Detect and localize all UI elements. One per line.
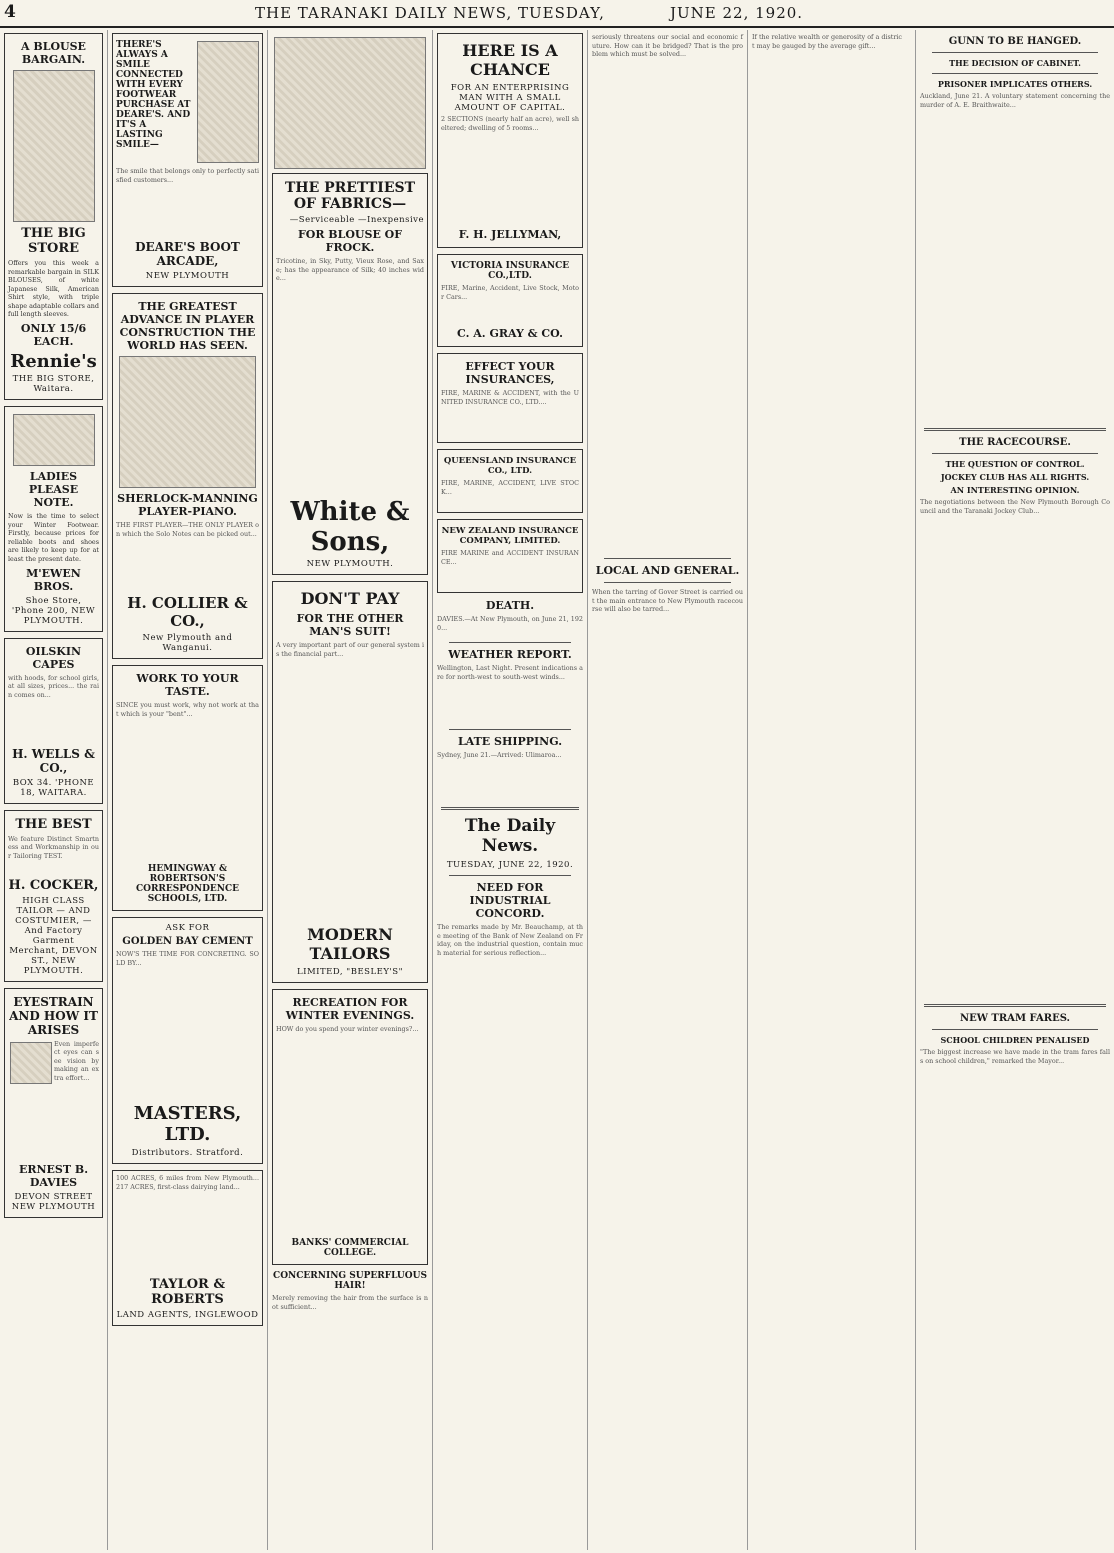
recreation-title: RECREATION FOR WINTER EVENINGS. — [285, 996, 415, 1022]
smile-text: THERE'S ALWAYS A SMILE CONNECTED WITH EVERY FOOTWEAR PURCHASE AT DEARE'S. AND IT'S A LASTING SMILE— — [116, 40, 191, 150]
modern-tailors-ad — [272, 581, 428, 983]
cocker-text: We feature Distinct Smartness and Workmanship in our Tailoring TEST. — [8, 834, 99, 860]
weather-text: Wellington, Last Night. Present indications are for north-west to south-west winds... — [437, 664, 583, 681]
deare-text: The smile that belongs only to perfectly satisfied customers... — [116, 167, 259, 184]
modern-sub: LIMITED, "BESLEY'S" — [296, 967, 404, 977]
eyestrain-title: EYESTRAIN AND HOW IT ARISES — [9, 994, 98, 1037]
white-sons-title: White & Sons, — [290, 497, 410, 557]
ask-label: ASK FOR — [165, 923, 210, 933]
blouse-ad — [4, 33, 103, 400]
hemingway-title: HEMINGWAY & ROBERTSON'S CORRESPONDENCE SCHOOLS, LTD. — [135, 864, 240, 904]
work-title: WORK TO YOUR TASTE. — [136, 672, 239, 698]
deare-ad — [112, 33, 263, 287]
blouse-price: ONLY 15/6 EACH. — [20, 322, 87, 349]
chance-title: HERE IS A CHANCE — [462, 41, 558, 79]
eyestrain-text: Even imperfect eyes can see vision by making an extra effort... — [54, 1039, 99, 1082]
blouse-illustration — [13, 70, 95, 222]
victoria-title: VICTORIA INSURANCE CO.,LTD. — [450, 261, 570, 281]
frock-title: FOR BLOUSE OF FROCK. — [297, 228, 403, 254]
chance-text: 2 SECTIONS (nearly half an acre), well sheltered; dwelling of 5 rooms... — [441, 115, 579, 132]
serviceable-sub: —Serviceable —Inexpensive — [289, 215, 424, 225]
cabinet-title: THE DECISION OF CABINET. — [949, 58, 1081, 68]
column-4 — [433, 30, 588, 1550]
column-5 — [588, 30, 748, 1550]
wells-text: with hoods, for school girls, at all sizes, prices... the rain comes on... — [8, 673, 99, 699]
issue-date: JUNE 22, 1920. — [670, 4, 804, 22]
concord-text: The remarks made by Mr. Beauchamp, at the meeting of the Bank of New Zealand on Friday, on the industrial question, contain much material for serious reflection... — [437, 923, 583, 957]
wells-title: H. WELLS & CO., — [12, 746, 95, 775]
racecourse-text: The negotiations between the New Plymouth Borough Council and the Taranaki Jockey Club... — [920, 498, 1110, 515]
piano-illustration — [119, 356, 256, 488]
banks-ad — [272, 989, 428, 1265]
davies-sub: DEVON STREET NEW PLYMOUTH — [11, 1191, 96, 1212]
correspondence-ad — [112, 665, 263, 911]
hair-title: CONCERNING SUPERFLUOUS HAIR! — [273, 1271, 427, 1291]
cement-stockists: NOW'S THE TIME FOR CONCRETING. SOLD BY... — [116, 950, 259, 967]
wells-sub: BOX 34. 'PHONE 18, WAITARA. — [12, 777, 95, 798]
rennies-sub: THE BIG STORE, Waitara. — [12, 374, 95, 395]
queensland-title: QUEENSLAND INSURANCE CO., LTD. — [443, 456, 577, 476]
column-6-text: If the relative wealth or generosity of a district may be gauged by the average gift... — [752, 33, 902, 50]
collier-sub: New Plymouth and Wanganui. — [142, 633, 233, 653]
weather-title: WEATHER REPORT. — [448, 648, 572, 661]
gunn-text: Auckland, June 21. A voluntary statement concerning the murder of A. E. Braithwaite... — [920, 92, 1110, 109]
effect-text: FIRE, MARINE & ACCIDENT, with the UNITED INSURANCE CO., LTD.... — [441, 389, 579, 406]
piano-text: THE FIRST PLAYER—THE ONLY PLAYER on which the Solo Notes can be picked out... — [116, 521, 259, 538]
cocker-title: H. COCKER, — [8, 877, 99, 893]
ladies-title: LADIES PLEASE NOTE. — [28, 470, 79, 510]
masters-title: MASTERS, LTD. — [133, 1103, 242, 1145]
fares-title: NEW TRAM FARES. — [959, 1013, 1071, 1024]
oilskin-title: OILSKIN CAPES — [25, 644, 82, 671]
wells-ad — [4, 638, 103, 804]
blouse-title: A BLOUSE BARGAIN. — [21, 40, 86, 66]
mewen-sub: Shoe Store, 'Phone 200, NEW PLYMOUTH. — [11, 595, 96, 626]
eye-illustration — [10, 1042, 52, 1084]
collier-title: H. COLLIER & CO., — [127, 594, 248, 630]
white-sons-ad — [272, 173, 428, 575]
cement-ad — [112, 917, 263, 1164]
racecourse-title: THE RACECOURSE. — [959, 437, 1071, 448]
queensland-ad — [437, 449, 583, 513]
column-6 — [748, 30, 916, 1550]
nz-insurance-text: FIRE MARINE and ACCIDENT INSURANCE... — [441, 549, 579, 566]
davies-title: ERNEST B. DAVIES — [18, 1162, 89, 1189]
eyestrain-ad — [4, 988, 103, 1218]
work-text: SINCE you must work, why not work at that which is your "bent"... — [116, 701, 259, 718]
opinion-title: AN INTERESTING OPINION. — [950, 485, 1080, 495]
taylor-ad — [112, 1170, 263, 1326]
fares-text: "The biggest increase we have made in the tram fares falls on school children," remarked the Mayor... — [920, 1048, 1110, 1065]
farm-listings: 100 ACRES, 6 miles from New Plymouth... 217 ACRES, first-class dairying land... — [116, 1174, 259, 1191]
local-title: LOCAL AND GENERAL. — [595, 564, 740, 577]
newspaper-title: THE TARANAKI DAILY NEWS, TUESDAY, — [255, 4, 605, 22]
cement-title: GOLDEN BAY CEMENT — [122, 936, 253, 947]
victoria-text: FIRE, Marine, Accident, Live Stock, Motor Cars... — [441, 284, 579, 301]
smiling-man-illustration — [197, 41, 259, 163]
shipping-text: Sydney, June 21.—Arrived: Ulimaroa... — [437, 751, 562, 759]
recreation-text: HOW do you spend your winter evenings?... — [276, 1025, 419, 1033]
fashion-illustration — [274, 37, 426, 169]
column-3 — [268, 30, 433, 1550]
deare-sub: NEW PLYMOUTH — [145, 271, 230, 281]
concord-title: NEED FOR INDUSTRIAL CONCORD. — [469, 881, 551, 920]
best-title: THE BEST — [15, 816, 92, 832]
white-sons-sub: NEW PLYMOUTH. — [306, 559, 394, 569]
death-title: DEATH. — [485, 599, 535, 612]
fabrics-text: Tricotine, in Sky, Putty, Vieux Rose, and Saxe; has the appearance of Silk; 40 inches wide... — [276, 257, 424, 283]
effect-title: EFFECT YOUR INSURANCES, — [465, 360, 555, 386]
gray-title: C. A. GRAY & CO. — [457, 327, 563, 340]
control-title: THE QUESTION OF CONTROL. — [945, 459, 1085, 469]
blouse-text: Offers you this week a remarkable bargain in SILK BLOUSES, of white Japanese Silk, American Shirt style, with triple shape adaptable collars and full length sleeves. — [8, 259, 99, 319]
prettiest-title: THE PRETTIEST OF FABRICS— — [284, 180, 416, 212]
column-2 — [108, 30, 268, 1550]
taylor-title: TAYLOR & ROBERTS — [149, 1277, 226, 1307]
dont-pay-title: DON'T PAY — [300, 589, 400, 608]
player-piano-ad — [112, 293, 263, 659]
chance-sub: FOR AN ENTERPRISING MAN WITH A SMALL AMOUNT OF CAPITAL. — [450, 83, 570, 113]
column-1 — [0, 30, 108, 1550]
advance-title: THE GREATEST ADVANCE IN PLAYER CONSTRUCTION THE WORLD HAS SEEN. — [119, 300, 256, 352]
banks-title: BANKS' COMMERCIAL COLLEGE. — [291, 1238, 409, 1258]
mewen-title: M'EWEN BROS. — [26, 566, 81, 593]
other-title: FOR THE OTHER MAN'S SUIT! — [296, 612, 404, 638]
shoe-illustration — [13, 414, 95, 466]
sherlock-title: SHERLOCK-MANNING PLAYER-PIANO. — [117, 492, 258, 518]
modern-title: MODERN TAILORS — [307, 925, 393, 963]
victoria-ad — [437, 254, 583, 347]
jellyman-title: F. H. JELLYMAN, — [458, 228, 562, 241]
local-text: When the tarring of Gover Street is carried out the main entrance to New Plymouth racecourse will also be tarred... — [592, 588, 743, 614]
queensland-text: FIRE, MARINE, ACCIDENT, LIVE STOCK... — [441, 479, 579, 496]
gunn-title: GUNN TO BE HANGED. — [948, 36, 1082, 47]
concord-continued: seriously threatens our social and economic future. How can it be bridged? That is the problem which must be solved... — [592, 33, 743, 59]
deare-title: DEARE'S BOOT ARCADE, — [135, 240, 240, 268]
column-7 — [916, 30, 1114, 1550]
ladies-text: Now is the time to select your Winter Footwear. Firstly, because prices for reliable boots and shoes are likely to keep up for at least the present date. — [8, 512, 99, 563]
big-store-title: THE BIG STORE — [21, 226, 86, 256]
chance-ad — [437, 33, 583, 248]
tailors-text: A very important part of our general system is the financial part... — [276, 641, 424, 658]
masthead — [0, 0, 1114, 28]
daily-news-title: The Daily News. — [464, 816, 556, 856]
page-number: 4 — [4, 2, 17, 22]
nz-insurance-ad — [437, 519, 583, 593]
jockey-title: JOCKEY CLUB HAS ALL RIGHTS. — [940, 472, 1090, 482]
rennies-logo: Rennie's — [10, 351, 97, 373]
hair-text: Merely removing the hair from the surface is not sufficient... — [272, 1294, 428, 1311]
school-title: SCHOOL CHILDREN PENALISED — [940, 1035, 1090, 1045]
taylor-sub: LAND AGENTS, INGLEWOOD — [116, 1310, 259, 1320]
ladies-ad — [4, 406, 103, 631]
death-notice: DAVIES.—At New Plymouth, on June 21, 1920... — [437, 615, 583, 632]
effect-ad — [437, 353, 583, 443]
shipping-title: LATE SHIPPING. — [457, 735, 563, 748]
cocker-sub: HIGH CLASS TAILOR — AND COSTUMIER, — And Factory Garment Merchant, DEVON ST., NEW PLYMOUTH. — [9, 895, 98, 976]
cocker-ad — [4, 810, 103, 982]
daily-news-date: TUESDAY, JUNE 22, 1920. — [446, 860, 574, 870]
masters-sub: Distributors. Stratford. — [131, 1148, 244, 1158]
nz-insurance-title: NEW ZEALAND INSURANCE COMPANY, LIMITED. — [441, 526, 579, 546]
prisoner-title: PRISONER IMPLICATES OTHERS. — [937, 79, 1093, 89]
